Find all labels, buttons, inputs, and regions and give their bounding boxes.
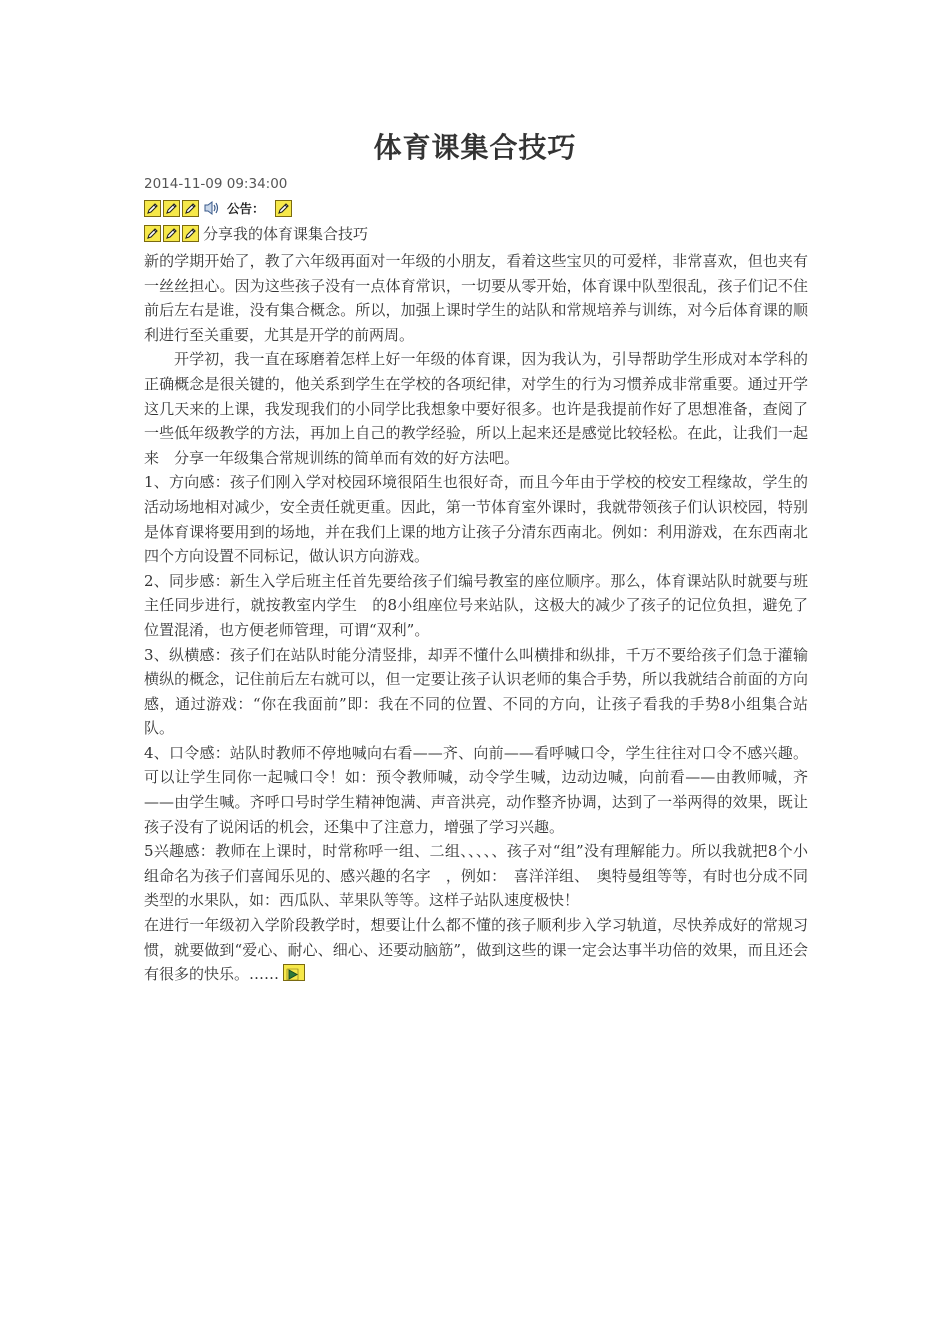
paragraph-intro: 新的学期开始了，教了六年级再面对一年级的小朋友，看着这些宝贝的可爱样，非常喜欢，但也夹有一丝丝担心。因为这些孩子没有一点体育常识，一切要从零开始，体育课中队型很乱，孩子们记不住前后左右是谁，没有集合概念。所以，加强上课时学生的站队和常规培养与训练，对今后体育课的顺利进行至关重要，尤其是开学的前两周。 (144, 252, 808, 344)
post-date: 2014-11-09 09:34:00 (144, 176, 288, 192)
pencil-icon[interactable] (163, 200, 180, 217)
pencil-icon[interactable] (275, 200, 292, 217)
paragraph-sync: 2、同步感：新生入学后班主任首先要给孩子们编号教室的座位顺序。那么，体育课站队时就要与班主任同步进行，就按教室内学生 的8小组座位号来站队，这极大的减少了孩子的记位负担，避免了位置混淆，也方便老师管理，可谓“双利”。 (144, 571, 808, 639)
pencil-icon[interactable] (144, 200, 161, 217)
pencil-icon[interactable] (144, 225, 161, 242)
paragraph-interest: 5兴趣感：教师在上课时，时常称呼一组、二组、、、、、孩子对“组”没有理解能力。所以我就把8个小组命名为孩子们喜闻乐见的、感兴趣的名字 ，例如： 喜洋洋组、 奥特曼组等等，有时也分成不同类型的水果队，如：西瓜队、苹果队等等。这样子站队速度极快！ (144, 842, 808, 910)
paragraph-opening: 开学初，我一直在琢磨着怎样上好一年级的体育课，因为我认为，引导帮助学生形成对本学科的正确概念是很关键的，他关系到学生在学校的各项纪律，对学生的行为习惯养成非常重要。通过开学这几天来的上课，我发现我们的小同学比我想象中要好很多。也许是我提前作好了思想准备，查阅了一些低年级教学的方法，再加上自己的教学经验，所以上起来还是感觉比较轻松。在此，让我们一起来 分享一年级集合常规训练的简单而有效的好方法吧。 (144, 350, 808, 467)
paragraph-commands: 4、口令感：站队时教师不停地喊向右看——齐、向前——看呼喊口令，学生往往对口令不感兴趣。可以让学生同你一起喊口令！如：预令教师喊，动令学生喊，边动边喊，向前看——由教师喊，齐——由学生喊。齐呼口号时学生精神饱满、声音洪亮，动作整齐协调，达到了一举两得的效果，既让孩子没有了说闲话的机会，还集中了注意力，增强了学习兴趣。 (144, 743, 808, 836)
paragraph-conclusion (144, 913, 808, 987)
pencil-icon[interactable] (163, 225, 180, 242)
pencil-icon[interactable] (182, 200, 199, 217)
pencil-icon[interactable] (182, 225, 199, 242)
icon-row-share (144, 222, 368, 244)
speaker-icon[interactable] (203, 200, 221, 216)
page-title: 体育课集合技巧 (373, 131, 577, 164)
notice-label: 公告： (227, 201, 265, 216)
icon-row-notice (144, 197, 294, 219)
article-body (144, 249, 808, 987)
arrow-right-icon[interactable] (283, 964, 305, 981)
paragraph-direction: 1、方向感：孩子们刚入学对校园环境很陌生也很好奇，而且今年由于学校的校安工程缘故，学生的活动场地相对减少，安全责任就更重。因此，第一节体育室外课时，我就带领孩子们认识校园，特别是体育课将要用到的场地，并在我们上课的地方让孩子分清东西南北。例如：利用游戏，在东西南北四个方向设置不同标记，做认识方向游戏。 (144, 473, 808, 566)
share-text: 分享我的体育课集合技巧 (203, 224, 369, 243)
conclusion-text: 在进行一年级初入学阶段教学时，想要让什么都不懂的孩子顺利步入学习轨道，尽快养成好的常规习惯，就要做到“爱心、耐心、细心、还要动脑筋”，做到这些的课一定会达事半功倍的效果，而且还会有很多的快乐。…… (144, 916, 808, 984)
paragraph-rows: 3、纵横感：孩子们在站队时能分清竖排，却弄不懂什么叫横排和纵排，千万不要给孩子们急于灌输横纵的概念，记住前后左右就可以，但一定要让孩子认识老师的集合手势，所以我就结合前面的方向感，通过游戏：“你在我面前”即：我在不同的位置、不同的方向，让孩子看我的手势8小组集合站队。 (144, 645, 808, 738)
